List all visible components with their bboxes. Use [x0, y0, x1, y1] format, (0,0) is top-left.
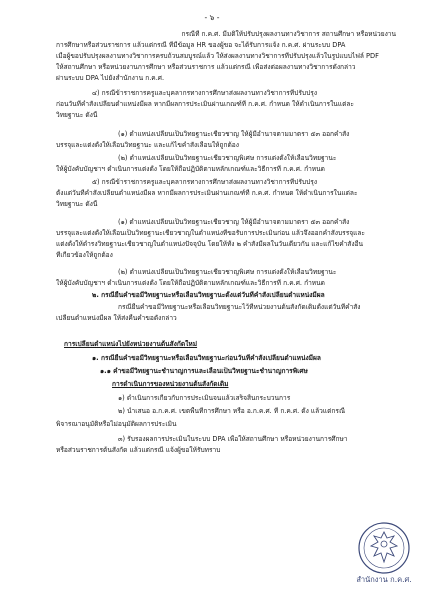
paragraph-line: (๑) ตำแหน่งเปลี่ยนเป็นวิทยฐานะเชี่ยวชาญ ให้ผู้มีอำนาจตามมาตรา ๕๓ ออกคำสั่ง: [118, 130, 350, 138]
paragraph-line: ๑) ดำเนินการเกี่ยวกับการประเมินจนแล้วเสร็จสิ้นกระบวนการ: [118, 394, 291, 402]
paragraph-line: (๑) ตำแหน่งเปลี่ยนเป็นวิทยฐานะเชี่ยวชาญ ให้ผู้มีอำนาจตามมาตรา ๕๓ ออกคำสั่ง: [118, 218, 350, 226]
section-heading: การดำเนินการของหน่วยงานต้นสังกัดเดิม: [112, 380, 229, 388]
paragraph-line: แต่งตั้งให้ดำรงวิทยฐานะเชี่ยวชาญในตำแหน่งปัจจุบัน โดยให้ทั้ง ๒ คำสั่งมีผลในวันเดียวกัน และแก้ไขคำสั่งอื่น: [56, 240, 364, 248]
garuda-seal-stamp: [356, 520, 412, 586]
paragraph-line: (๒) ตำแหน่งเปลี่ยนเป็นวิทยฐานะเชี่ยวชาญพิเศษ การแต่งตั้งให้เลื่อนวิทยฐานะ: [118, 154, 337, 162]
paragraph-line: ๓) รับรองผลการประเมินในระบบ DPA เพื่อให้สถานศึกษา หรือหน่วยงานการศึกษา: [118, 435, 348, 443]
paragraph-line: ให้ผู้บังคับบัญชาฯ ดำเนินการแต่งตั้ง โดยให้ถือปฏิบัติตามหลักเกณฑ์และวิธีการที่ ก.ค.ศ. กำหนด: [56, 279, 325, 287]
paragraph-line: วิทยฐานะ ดังนี้: [56, 200, 98, 208]
paragraph-line: ให้สถานศึกษา หรือหน่วยงานการศึกษา หรือส่วนราชการ แล้วแต่กรณี เพื่อส่งต่อผลงานทางวิชาการดังกล่าว: [56, 63, 356, 71]
section-heading: ๒. กรณียื่นคำขอมีวิทยฐานะหรือเลื่อนวิทยฐานะตั้งแต่วันที่คำสั่งเปลี่ยนตำแหน่งมีผล: [92, 291, 325, 299]
seal-label: สำนักงาน ก.ค.ศ.: [356, 575, 412, 584]
paragraph-line: วิทยฐานะ ดังนี้: [56, 111, 98, 119]
paragraph-line: กรณีที่ ก.ค.ศ. มีมติให้ปรับปรุงผลงานทางวิชาการ สถานศึกษา หรือหน่วยงาน: [181, 30, 396, 38]
paragraph-line: ผ่านระบบ DPA ไปยังสำนักงาน ก.ค.ศ.: [56, 74, 165, 82]
paragraph-line: การศึกษาหรือส่วนราชการ แล้วแต่กรณี ที่มีข้อมูล HR ของผู้ขอ จะได้รับการแจ้ง ก.ค.ศ. ผ่านระบบ DPA: [56, 41, 346, 49]
paragraph-line: ให้ผู้บังคับบัญชาฯ ดำเนินการแต่งตั้ง โดยให้ถือปฏิบัติตามหลักเกณฑ์และวิธีการที่ ก.ค.ศ. กำหนด: [56, 165, 325, 173]
paragraph-line: ก่อนวันที่คำสั่งเปลี่ยนตำแหน่งมีผล หากมีผลการประเมินผ่านเกณฑ์ที่ ก.ค.ศ. กำหนด ให้ดำเนินการในแต่ละ: [56, 100, 354, 108]
section-heading: การเปลี่ยนตำแหน่งไปยังหน่วยงานต้นสังกัดใหม่: [64, 340, 198, 348]
paragraph-line: ๕) กรณีข้าราชการครูและบุคลากรทางการศึกษาส่งผลงานทางวิชาการที่ปรับปรุง: [92, 178, 318, 186]
section-heading: ๑. กรณียื่นคำขอมีวิทยฐานะหรือเลื่อนวิทยฐานะก่อนวันที่คำสั่งเปลี่ยนตำแหน่งมีผล: [92, 354, 321, 362]
page-number: - ๖ -: [204, 13, 220, 22]
paragraph-line: บรรจุและแต่งตั้งให้เลื่อนเป็นวิทยฐานะเชี่ยวชาญในตำแหน่งที่ขอรับการประเมินก่อน แล้วจึงออกคำสั่งบรรจุและ: [56, 229, 365, 237]
paragraph-line: หรือส่วนราชการต้นสังกัด แล้วแต่กรณี แจ้งผู้ขอให้รับทราบ: [56, 446, 221, 454]
paragraph-line: พิจารณาอนุมัติหรือไม่อนุมัติผลการประเมิน: [56, 420, 177, 428]
paragraph-line: ที่เกี่ยวข้องให้ถูกต้อง: [56, 251, 113, 259]
paragraph-line: เมื่อผู้ขอปรับปรุงผลงานทางวิชาการครบถ้วนสมบูรณ์แล้ว ให้ส่งผลงานทางวิชาการที่ปรับปรุงแล้วในรูปแบบไฟล์ PDF: [56, 52, 379, 60]
paragraph-line: ตั้งแต่วันที่คำสั่งเปลี่ยนตำแหน่งมีผล หากมีผลการประเมินผ่านเกณฑ์ที่ ก.ค.ศ. กำหนด ให้ดำเนินการในแต่ละ: [56, 189, 358, 197]
paragraph-line: เปลี่ยนตำแหน่งมีผล ให้ส่งคืนคำขอดังกล่าว: [56, 314, 177, 322]
paragraph-line: กรณียื่นคำขอมีวิทยฐานะหรือเลื่อนวิทยฐานะไว้ที่หน่วยงานต้นสังกัดเดิมตั้งแต่วันที่คำสั่ง: [118, 303, 361, 311]
paragraph-line: บรรจุและแต่งตั้งให้เลื่อนวิทยฐานะ และแก้ไขคำสั่งเลื่อนให้ถูกต้อง: [56, 141, 239, 149]
paragraph-line: ๔) กรณีข้าราชการครูและบุคลากรทางการศึกษาส่งผลงานทางวิชาการที่ปรับปรุง: [92, 89, 318, 97]
paragraph-line: (๒) ตำแหน่งเปลี่ยนเป็นวิทยฐานะเชี่ยวชาญพิเศษ การแต่งตั้งให้เลื่อนวิทยฐานะ: [118, 268, 337, 276]
section-heading: ๑.๑ คำขอมีวิทยฐานะชำนาญการและเลื่อนเป็นวิทยฐานะชำนาญการพิเศษ: [100, 367, 308, 375]
paragraph-line: ๒) นำเสนอ อ.ก.ค.ศ. เขตพื้นที่การศึกษา หรือ อ.ก.ค.ศ. ที่ ก.ค.ศ. ตั้ง แล้วแต่กรณี: [118, 407, 346, 415]
